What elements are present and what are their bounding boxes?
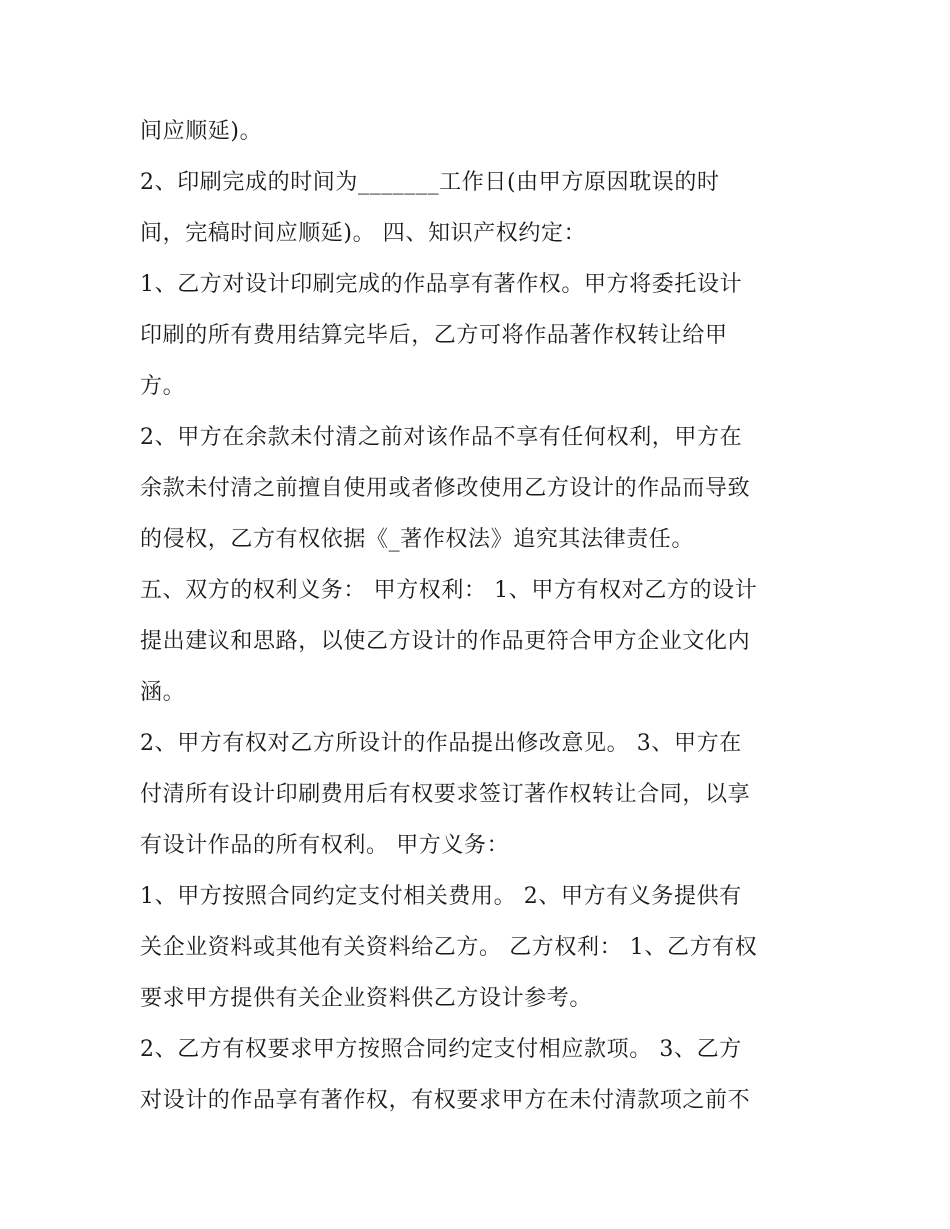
text-line: 1、乙方对设计印刷完成的作品享有著作权。甲方将委托设计 — [140, 272, 743, 297]
text-line: 2、甲方有权对乙方所设计的作品提出修改意见。 3、甲方在 — [140, 731, 742, 756]
text-line: 关企业资料或其他有关资料给乙方。 乙方权利： 1、乙方有权 — [140, 935, 758, 960]
text-line: 2、乙方有权要求甲方按照合同约定支付相应款项。 3、乙方 — [140, 1037, 742, 1062]
text-line: 的侵权，乙方有权依据《_著作权法》追究其法律责任。 — [140, 527, 695, 552]
text-line: 2、甲方在余款未付清之前对该作品不享有任何权利，甲方在 — [140, 425, 743, 450]
text-line: 印刷的所有费用结算完毕后，乙方可将作品著作权转让给甲 — [140, 323, 728, 348]
text-line: 提出建议和思路，以使乙方设计的作品更符合甲方企业文化内 — [140, 629, 751, 654]
text-line: 对设计的作品享有著作权，有权要求甲方在未付清款项之前不 — [140, 1088, 751, 1113]
text-line: 五、双方的权利义务： 甲方权利： 1、甲方有权对乙方的设计 — [140, 578, 758, 603]
text-line: 有设计作品的所有权利。 甲方义务： — [140, 833, 510, 858]
text-line: 余款未付清之前擅自使用或者修改使用乙方设计的作品而导致 — [140, 476, 751, 501]
text-line: 2、印刷完成的时间为_______工作日(由甲方原因耽误的时 — [140, 170, 720, 195]
text-line: 1、甲方按照合同约定支付相关费用。 2、甲方有义务提供有 — [140, 884, 742, 909]
text-line: 要求甲方提供有关企业资料供乙方设计参考。 — [140, 986, 593, 1011]
text-line: 间应顺延)。 — [140, 119, 263, 144]
text-line: 涵。 — [140, 680, 186, 705]
text-line: 付清所有设计印刷费用后有权要求签订著作权转让合同，以享 — [140, 782, 751, 807]
text-line: 间，完稿时间应顺延)。 四、知识产权约定： — [140, 221, 587, 246]
text-line: 方。 — [140, 374, 186, 399]
document-body — [140, 106, 820, 1126]
